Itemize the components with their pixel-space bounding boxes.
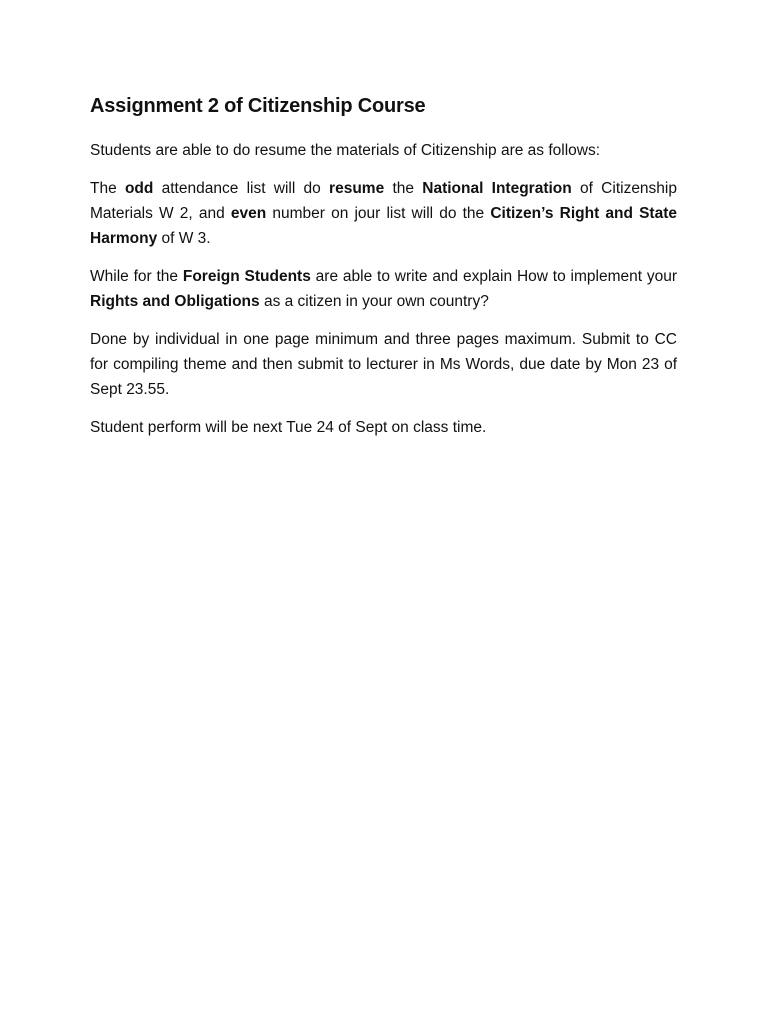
performance-paragraph: Student perform will be next Tue 24 of Sept on class time. [90,419,487,436]
bold-national-integration: National Integration [422,180,572,197]
text-segment: of W 3. [157,230,211,247]
bold-odd: odd [124,180,154,197]
text-segment: attendance list will do [153,180,330,197]
text-segment: While for the [90,268,183,285]
text-segment: the [384,180,423,197]
bold-even: even [230,205,267,222]
bold-rights-obligations: Rights and Obligations [90,293,260,310]
assignment-paragraph [90,176,677,251]
intro-paragraph: Students are able to do resume the materials of Citizenship are as follows: [90,142,601,159]
bold-citizens-right: Citizen’s Right and State Harmony [90,205,677,247]
submission-paragraph: Done by individual in one page minimum and three pages maximum. Submit to CC for compiling theme and then submit to lecturer in Ms Words, due date by Mon 23 of Sept 23.55. [90,331,677,398]
text-segment: as a citizen in your own country? [259,293,489,310]
document-title: Assignment 2 of Citizenship Course [90,95,426,117]
bold-resume: resume [329,180,385,197]
text-segment: of Citizenship Materials W 2, and [90,180,677,222]
text-segment: The [90,180,125,197]
foreign-students-paragraph [90,264,677,314]
text-segment: are able to write and explain How to implement your [310,268,677,285]
text-segment: number on jour list will do the [266,205,491,222]
document-page [90,92,677,453]
bold-foreign-students: Foreign Students [182,268,311,285]
